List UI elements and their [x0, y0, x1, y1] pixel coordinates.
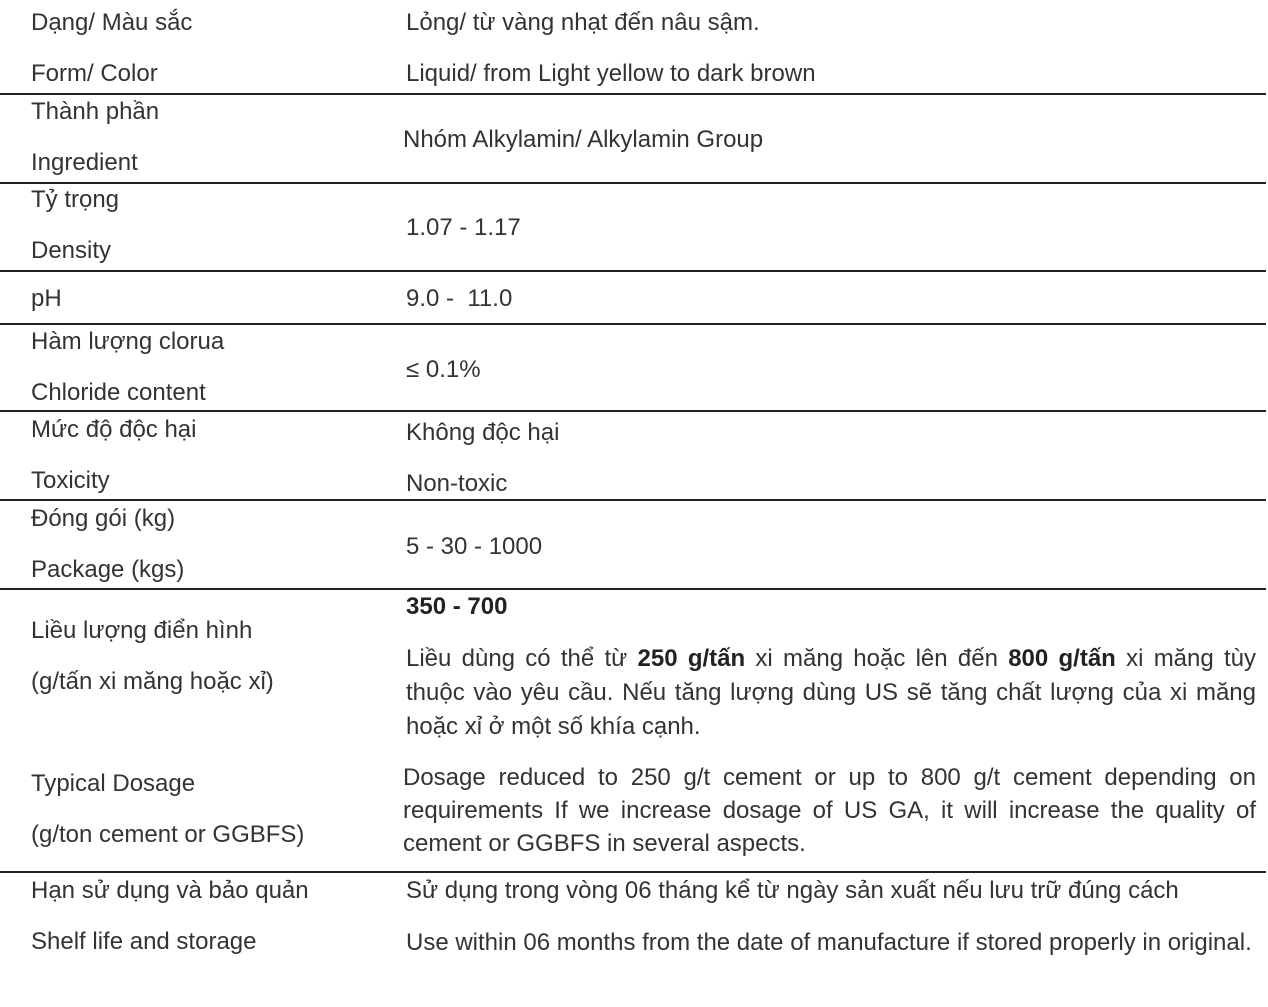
dosage-label-vi: Liều lượng điển hình — [31, 617, 253, 644]
package-value: 5 - 30 - 1000 — [406, 533, 543, 560]
chloride-label-en: Chloride content — [31, 379, 206, 406]
row-divider — [0, 93, 1266, 95]
shelf-value-vi: Sử dụng trong vòng 06 tháng kể từ ngày sản xuất nếu lưu trữ đúng cách — [406, 877, 1179, 904]
dosage-vi-text-3: xi măng tùy thuộc vào yêu cầu. Nếu tăng lượng dùng US sẽ tăng chất lượng của xi măng hoặc xỉ ở một số khía cạnh. — [406, 645, 1257, 740]
row-divider — [0, 588, 1266, 590]
dosage-vi-text-1: Liều dùng có thể từ — [406, 645, 638, 672]
dosage-label-vi-unit: (g/tấn xi măng hoặc xỉ) — [31, 668, 274, 695]
dosage-vi-max: 800 g/tấn — [1008, 645, 1116, 672]
density-value: 1.07 - 1.17 — [406, 214, 521, 241]
package-label-en: Package (kgs) — [31, 556, 185, 583]
ph-label: pH — [31, 285, 62, 312]
form-value-en: Liquid/ from Light yellow to dark brown — [406, 60, 816, 87]
chloride-label-vi: Hàm lượng clorua — [31, 328, 225, 355]
form-label-vi: Dạng/ Màu sắc — [31, 9, 193, 36]
toxicity-value-en: Non-toxic — [406, 470, 508, 497]
ingredient-value: Nhóm Alkylamin/ Alkylamin Group — [403, 126, 764, 153]
shelf-label-en: Shelf life and storage — [31, 928, 257, 955]
ingredient-label-en: Ingredient — [31, 149, 138, 176]
row-divider — [0, 871, 1266, 873]
chloride-value: ≤ 0.1% — [406, 356, 481, 383]
row-divider — [0, 323, 1266, 325]
dosage-description-vi — [406, 642, 1256, 744]
dosage-value-range: 350 - 700 — [406, 593, 508, 620]
row-divider — [0, 499, 1266, 501]
dosage-label-en: Typical Dosage — [31, 770, 196, 797]
form-value-vi: Lỏng/ từ vàng nhạt đến nâu sậm. — [406, 9, 760, 36]
row-divider — [0, 182, 1266, 184]
toxicity-label-en: Toxicity — [31, 467, 110, 494]
toxicity-label-vi: Mức độ độc hại — [31, 416, 197, 443]
dosage-vi-min: 250 g/tấn — [637, 645, 746, 672]
dosage-label-en-unit: (g/ton cement or GGBFS) — [31, 821, 305, 848]
row-divider — [0, 270, 1266, 272]
row-divider — [0, 410, 1266, 412]
toxicity-value-vi: Không độc hại — [406, 419, 560, 446]
shelf-label-vi: Hạn sử dụng và bảo quản — [31, 877, 309, 904]
ph-value: 9.0 - 11.0 — [406, 285, 513, 312]
density-label-vi: Tỷ trọng — [31, 186, 120, 213]
form-label-en: Form/ Color — [31, 60, 158, 87]
density-label-en: Density — [31, 237, 112, 264]
package-label-vi: Đóng gói (kg) — [31, 505, 176, 532]
ingredient-label-vi: Thành phần — [31, 98, 160, 125]
dosage-vi-text-2: xi măng hoặc lên đến — [745, 645, 1009, 672]
dosage-description-en: Dosage reduced to 250 g/t cement or up to 800 g/t cement depending on requirements If we increase dosage of US GA, it will increase the quality of cement or GGBFS in several aspects. — [403, 764, 1256, 857]
shelf-value-en: Use within 06 months from the date of manufacture if stored properly in original. — [406, 929, 1252, 956]
